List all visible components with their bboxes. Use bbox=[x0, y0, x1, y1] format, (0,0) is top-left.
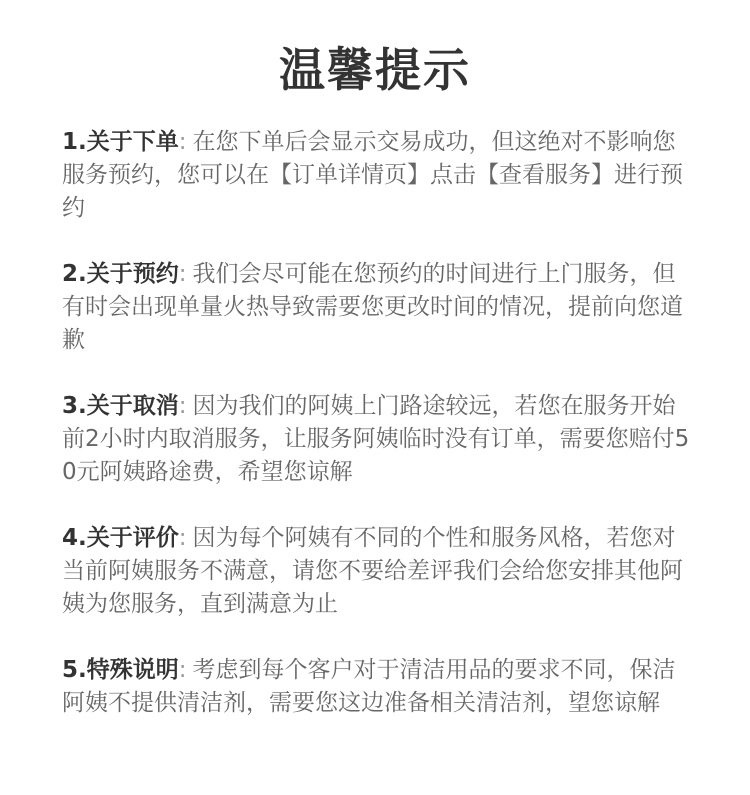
tip-text: 考虑到每个客户对于清洁用品的要求不同，保洁阿姨不提供清洁剂，需要您这边准备相关清洁剂，望您谅解 bbox=[62, 657, 676, 716]
tip-colon: : bbox=[178, 657, 187, 683]
tip-text: 我们会尽可能在您预约的时间进行上门服务，但有时会出现单量火热导致需要您更改时间的情况，提前向您道歉 bbox=[62, 261, 683, 353]
tips-list bbox=[62, 126, 692, 778]
tip-heading: 4.关于评价 bbox=[62, 525, 179, 551]
tip-text: 在您下单后会显示交易成功，但这绝对不影响您服务预约，您可以在【订单详情页】点击【查看服务】进行预约 bbox=[62, 129, 683, 221]
tip-colon: : bbox=[178, 393, 187, 419]
tip-heading: 1.关于下单 bbox=[62, 129, 179, 155]
tip-item-review bbox=[62, 522, 692, 621]
tip-colon: : bbox=[178, 261, 187, 287]
tip-text: 因为我们的阿姨上门路途较远，若您在服务开始前2小时内取消服务，让服务阿姨临时没有订单，需要您赔付50元阿姨路途费，希望您谅解 bbox=[62, 393, 690, 485]
tip-text: 因为每个阿姨有不同的个性和服务风格，若您对当前阿姨服务不满意，请您不要给差评我们会给您安排其他阿姨为您服务，直到满意为止 bbox=[62, 525, 683, 617]
tip-heading: 2.关于预约 bbox=[62, 261, 179, 287]
tip-colon: : bbox=[178, 525, 187, 551]
tip-item-special-note bbox=[62, 654, 692, 745]
tip-item-booking bbox=[62, 258, 692, 357]
tip-item-ordering bbox=[62, 126, 692, 225]
tip-item-cancellation bbox=[62, 390, 692, 489]
page-title: 温馨提示 bbox=[279, 43, 471, 97]
tip-colon: : bbox=[178, 129, 187, 155]
tip-heading: 5.特殊说明 bbox=[62, 657, 179, 683]
tip-heading: 3.关于取消 bbox=[62, 393, 179, 419]
